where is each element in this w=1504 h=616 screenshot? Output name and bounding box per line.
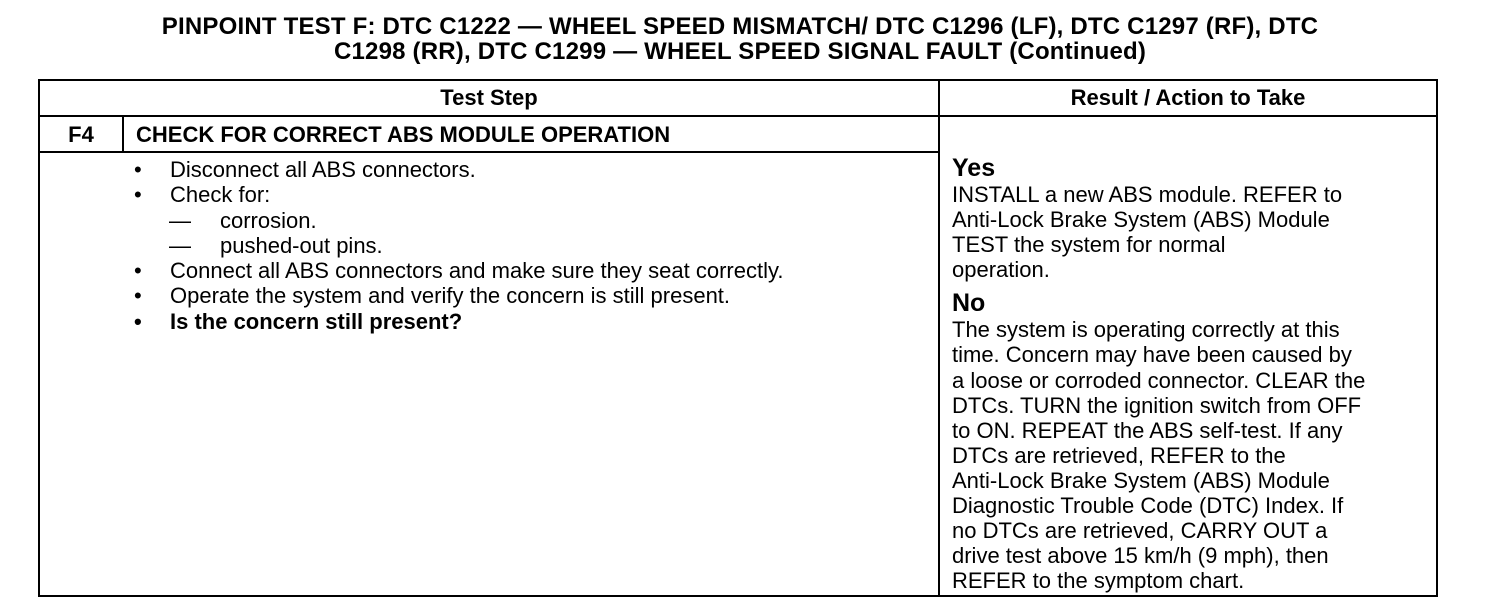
list-item-text: Operate the system and verify the concern is still present.	[170, 283, 731, 309]
dash-marker: —	[169, 207, 191, 233]
yes-action-line: Anti-Lock Brake System (ABS) Module	[952, 207, 1330, 233]
dash-marker: —	[169, 232, 191, 258]
spacer	[952, 282, 1438, 290]
sub-list-item	[132, 233, 932, 258]
list-item-question	[132, 309, 932, 334]
bullet-marker: •	[134, 308, 142, 334]
pinpoint-test-table	[38, 79, 1438, 597]
yes-label: Yes	[952, 154, 996, 182]
no-action-line: no DTCs are retrieved, CARRY OUT a	[952, 518, 1328, 544]
no-action-line: REFER to the symptom chart.	[952, 568, 1245, 594]
sub-list-item-text: corrosion.	[220, 207, 317, 233]
bullet-marker: •	[134, 182, 142, 208]
header-result-action: Result / Action to Take	[1070, 85, 1306, 110]
no-action-line: time. Concern may have been caused by	[952, 342, 1352, 368]
list-item	[132, 283, 932, 308]
no-action-line: DTCs are retrieved, REFER to the	[952, 442, 1286, 468]
no-action-line: DTCs. TURN the ignition switch from OFF	[952, 392, 1362, 418]
no-action-line: The system is operating correctly at this	[952, 317, 1340, 343]
bullet-marker: •	[134, 258, 142, 284]
step-number: F4	[68, 122, 94, 147]
step-number-divider	[122, 117, 124, 153]
no-action-line: a loose or corroded connector. CLEAR the	[952, 367, 1366, 393]
list-item-text: Check for:	[170, 182, 271, 208]
title-line-2: C1298 (RR), DTC C1299 — WHEEL SPEED SIGNAL FAULT (Continued)	[333, 38, 1147, 65]
bullet-marker: •	[134, 283, 142, 309]
no-action-line: drive test above 15 km/h (9 mph), then	[952, 543, 1329, 569]
title-line-1: PINPOINT TEST F: DTC C1222 — WHEEL SPEED MISMATCH/ DTC C1296 (LF), DTC C1297 (RF), DTC	[161, 13, 1319, 40]
list-item	[132, 157, 932, 182]
list-item-text: Connect all ABS connectors and make sure they seat correctly.	[170, 258, 784, 284]
no-action-line: Anti-Lock Brake System (ABS) Module	[952, 467, 1330, 493]
step-title: CHECK FOR CORRECT ABS MODULE OPERATION	[136, 122, 671, 147]
step-instructions	[132, 157, 932, 334]
bullet-marker: •	[134, 157, 142, 182]
header-test-step: Test Step	[440, 85, 538, 110]
page-title	[40, 14, 1440, 64]
list-item-text: Is the concern still present?	[170, 308, 463, 334]
yes-action-line: INSTALL a new ABS module. REFER to	[952, 182, 1343, 207]
no-label: No	[952, 289, 986, 318]
list-item-text: Disconnect all ABS connectors.	[170, 157, 476, 182]
header-divider	[40, 115, 1436, 117]
yes-action-line: TEST the system for normal	[952, 232, 1226, 258]
sub-list-item-text: pushed-out pins.	[220, 232, 383, 258]
result-action	[952, 155, 1438, 593]
sub-list-item	[132, 208, 932, 233]
list-item	[132, 182, 932, 207]
yes-action-line: operation.	[952, 257, 1050, 283]
no-action-line: Diagnostic Trouble Code (DTC) Index. If	[952, 493, 1344, 519]
no-action-line: to ON. REPEAT the ABS self-test. If any	[952, 417, 1343, 443]
column-divider	[938, 81, 940, 595]
list-item	[132, 258, 932, 283]
